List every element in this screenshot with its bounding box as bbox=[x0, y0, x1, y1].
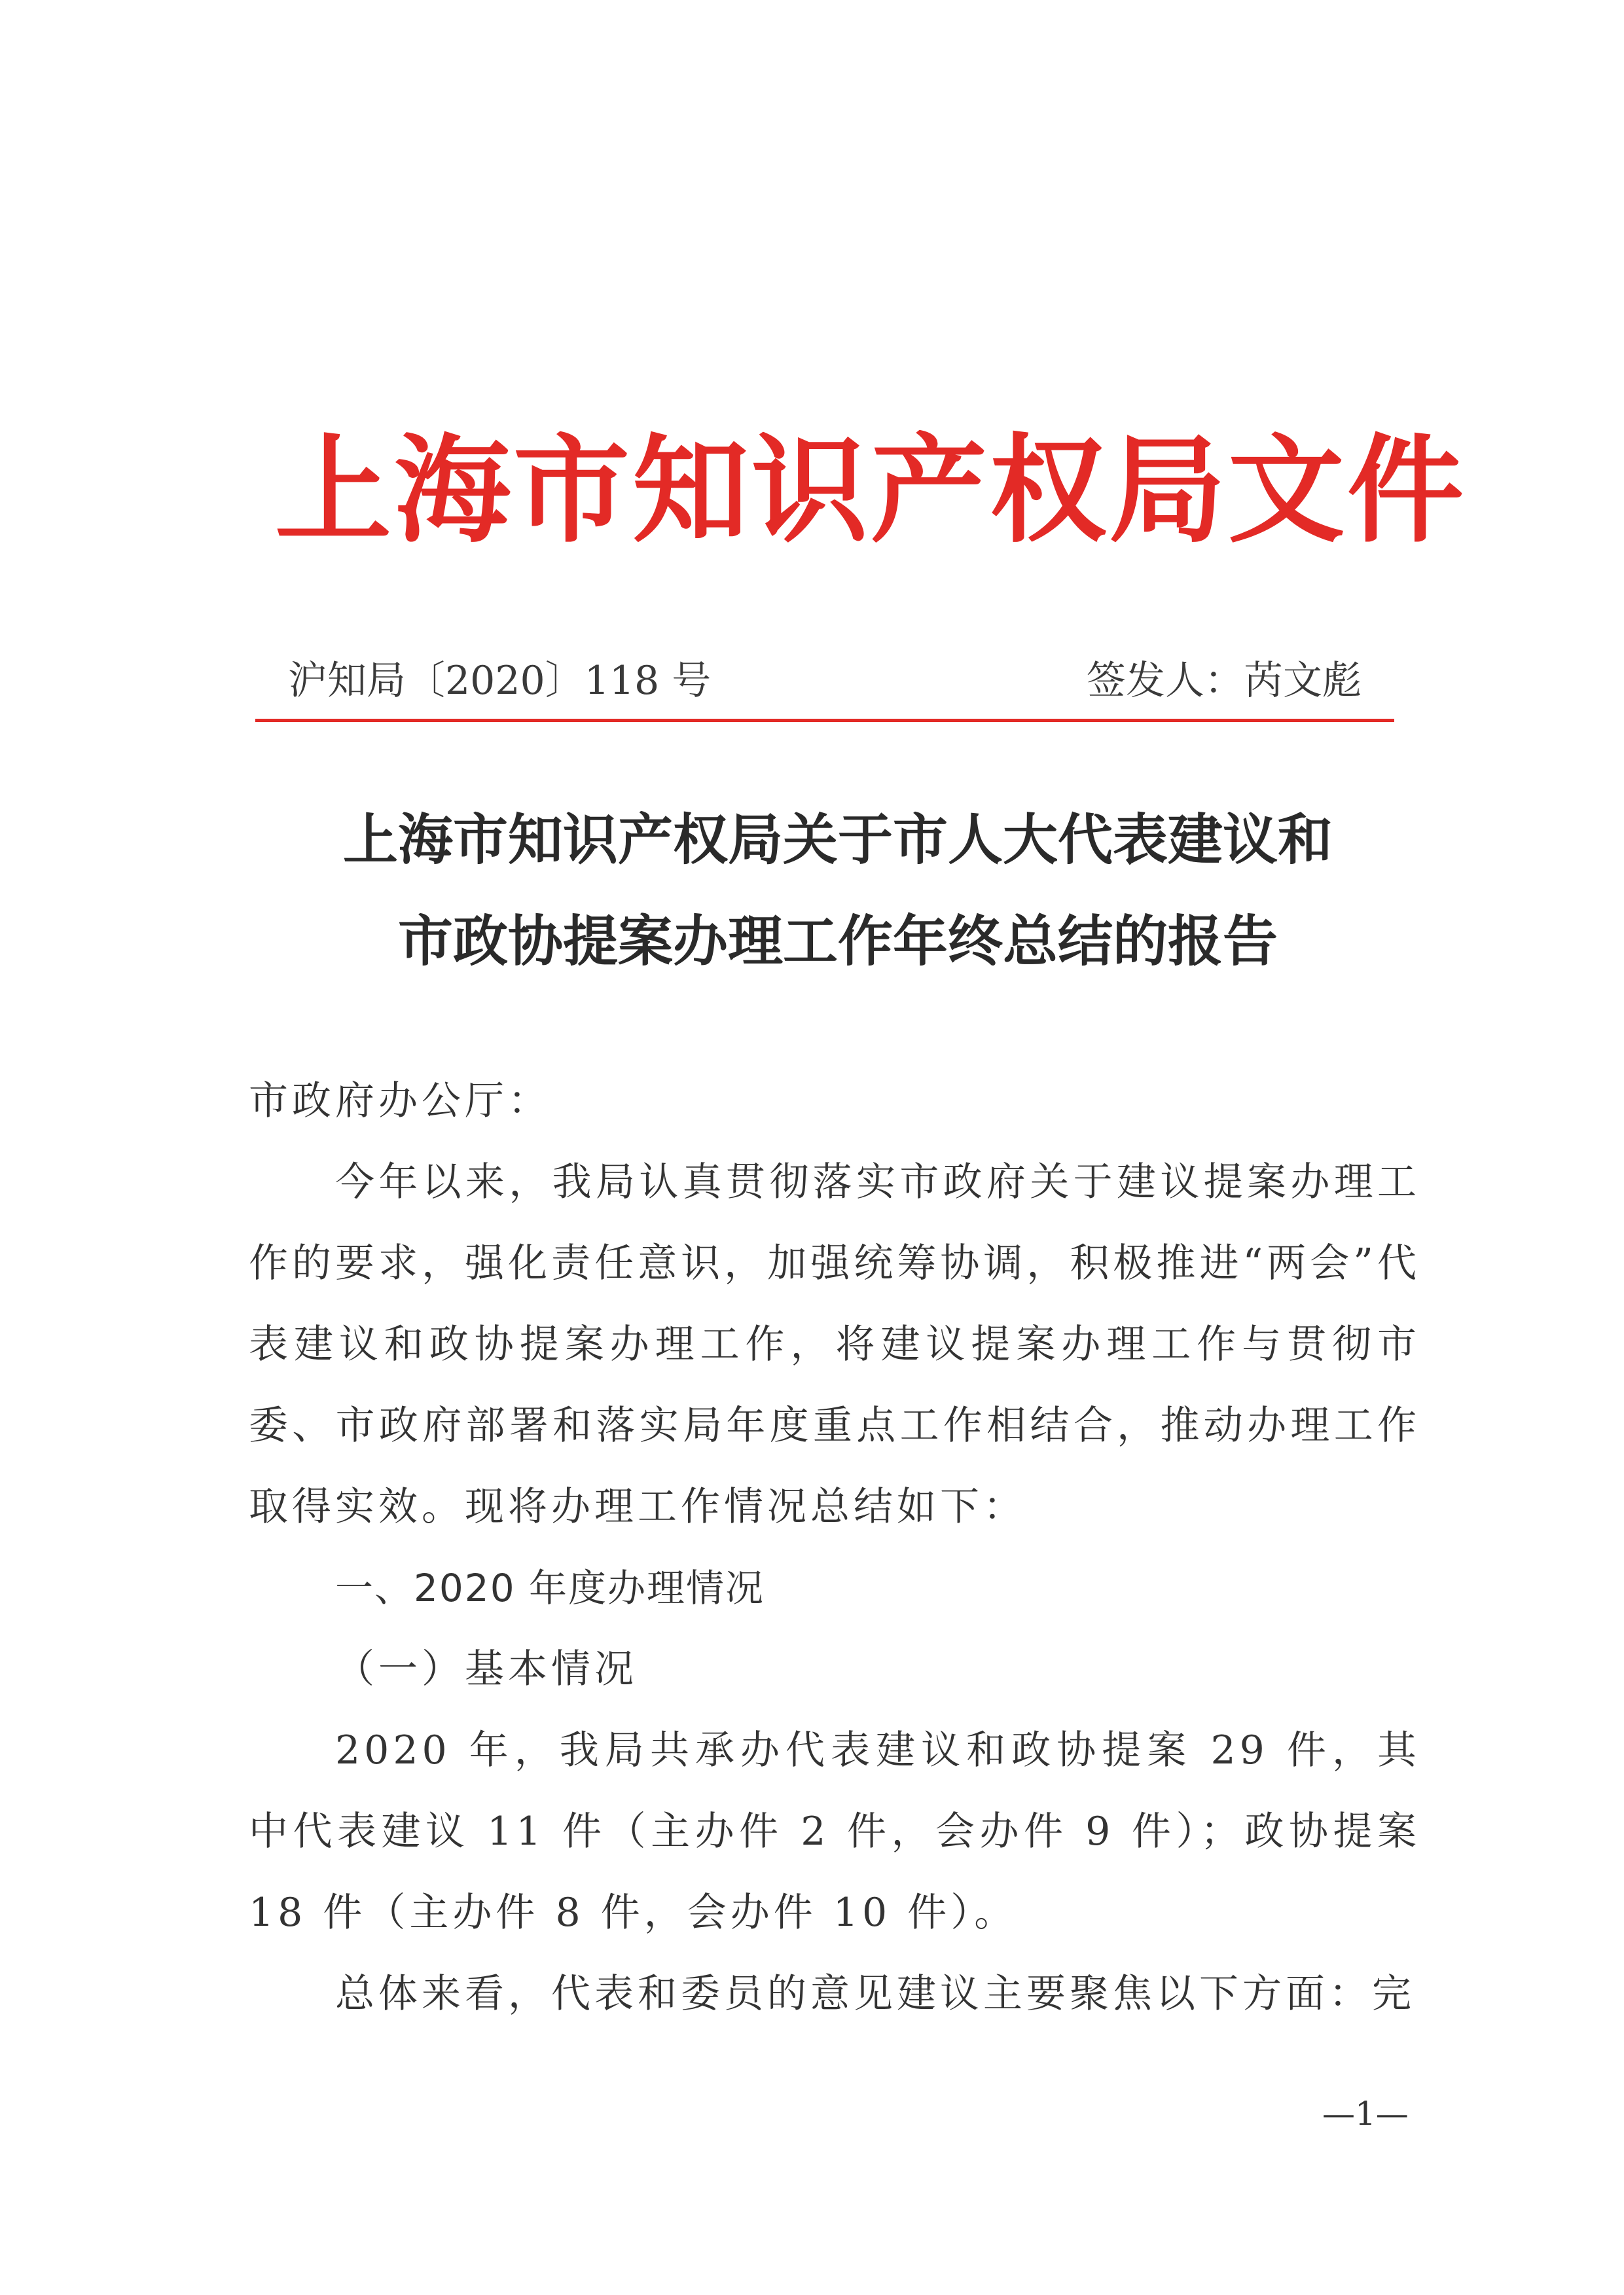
page-number: —1— bbox=[1322, 2095, 1409, 2133]
document-number: 沪知局〔2020〕118 号 bbox=[288, 658, 712, 704]
document-header-title: 上海市知识产权局文件 bbox=[275, 422, 1466, 558]
document-body bbox=[249, 1060, 1420, 2034]
overview-paragraph: 总体来看，代表和委员的意见建议主要聚焦以下方面：完 bbox=[335, 1971, 1415, 2017]
red-divider-line bbox=[255, 719, 1394, 722]
section-heading: 一、2020 年度办理情况 bbox=[335, 1566, 765, 1610]
report-title-line-1: 上海市知识产权局关于市人大代表建议和 bbox=[342, 807, 1333, 872]
report-title bbox=[249, 789, 1427, 992]
intro-paragraph: 今年以来，我局认真贯彻落实市政府关于建议提案办理工作的要求，强化责任意识，加强统筹协调，积极推进“两会”代表建议和政协提案办理工作，将建议提案办理工作与贯彻市委、市政府部署和落实局年度重点工作相结合，推动办理工作取得实效。现将办理工作情况总结如下： bbox=[249, 1159, 1420, 1530]
document-number-line bbox=[288, 658, 1362, 714]
report-title-line-2: 市政协提案办理工作年终总结的报告 bbox=[397, 909, 1278, 973]
signer: 签发人：芮文彪 bbox=[1087, 658, 1362, 704]
basic-situation-paragraph: 2020 年，我局共承办代表建议和政协提案 29 件，其中代表建议 11 件（主办件 2 件，会办件 9 件）；政协提案 18 件（主办件 8 件，会办件 10 件）。 bbox=[249, 1727, 1420, 1936]
subsection-heading: （一）基本情况 bbox=[335, 1646, 638, 1692]
salutation: 市政府办公厅： bbox=[249, 1078, 551, 1124]
